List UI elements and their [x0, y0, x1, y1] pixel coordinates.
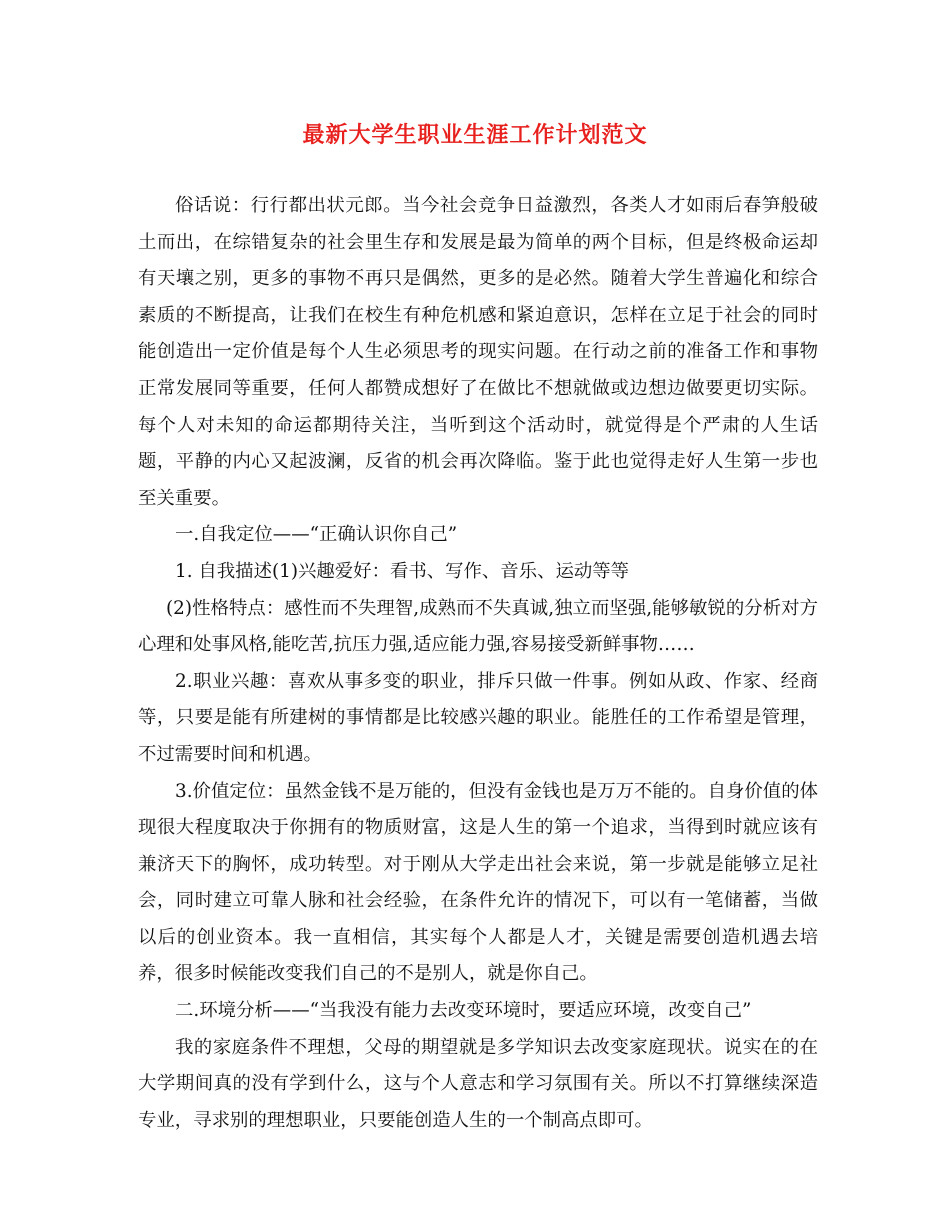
- paragraph-self-description: 1. 自我描述(1)兴趣爱好：看书、写作、音乐、运动等等: [175, 560, 630, 582]
- document-body: [138, 188, 818, 1139]
- heading-environment-analysis: 二.环境分析——“当我没有能力去改变环境时，要适应环境，改变自己”: [175, 1000, 752, 1022]
- paragraph-family-situation: 我的家庭条件不理想，父母的期望就是多学知识去改变家庭现状。说实在的在大学期间真的没有学到什么，这与个人意志和学习氛围有关。所以不打算继续深造专业，寻求别的理想职业，只要能创造人生的一个制高点即可。: [138, 1036, 818, 1131]
- paragraph-personality: (2)性格特点：感性而不失理智,成熟而不失真诚,独立而坚强,能够敏锐的分析对方心理和处事风格,能吃苦,抗压力强,适应能力强,容易接受新鲜事物……: [138, 597, 818, 656]
- paragraph-intro: 俗话说：行行都出状元郎。当今社会竞争日益激烈，各类人才如雨后春笋般破土而出，在综错复杂的社会里生存和发展是最为简单的两个目标，但是终极命运却有天壤之别，更多的事物不再只是偶然，更多的是必然。随着大学生普遍化和综合素质的不断提高，让我们在校生有种危机感和紧迫意识，怎样在立足于社会的同时能创造出一定价值是每个人生必须思考的现实问题。在行动之前的准备工作和事物正常发展同等重要，任何人都赞成想好了在做比不想就做或边想边做要更切实际。每个人对未知的命运都期待关注，当听到这个活动时，就觉得是个严肃的人生话题，平静的内心又起波澜，反省的机会再次降临。鉴于此也觉得走好人生第一步也至关重要。: [138, 195, 818, 509]
- paragraph-value-positioning: 3.价值定位：虽然金钱不是万能的，但没有金钱也是万万不能的。自身价值的体现很大程度取决于你拥有的物质财富，这是人生的第一个追求，当得到时就应该有兼济天下的胸怀，成功转型。对于刚从大学走出社会来说，第一步就是能够立足社会，同时建立可靠人脉和社会经验，在条件允许的情况下，可以有一笔储蓄，当做以后的创业资本。我一直相信，其实每个人都是人才，关键是需要创造机遇去培养，很多时候能改变我们自己的不是别人，就是你自己。: [138, 780, 818, 985]
- paragraph-career-interest: 2.职业兴趣：喜欢从事多变的职业，排斥只做一件事。例如从政、作家、经商等，只要是能有所建树的事情都是比较感兴趣的职业。能胜任的工作希望是管理，不过需要时间和机遇。: [138, 670, 818, 765]
- document-title: 最新大学生职业生涯工作计划范文: [302, 123, 648, 148]
- heading-self-positioning: 一.自我定位——“正确认识你自己”: [175, 524, 458, 546]
